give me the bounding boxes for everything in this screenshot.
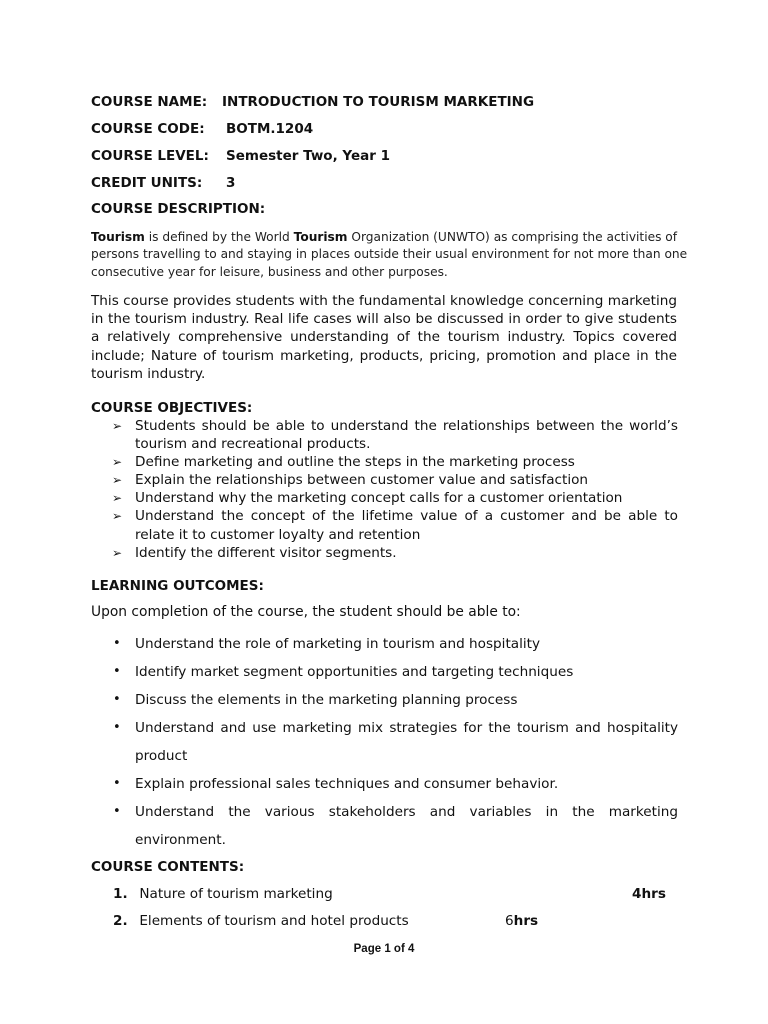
tourism-term: Tourism (293, 230, 348, 244)
bullet-dot-icon: • (113, 692, 121, 707)
course-name-value: INTRODUCTION TO TOURISM MARKETING (222, 94, 535, 110)
page-total: 4 (407, 943, 415, 955)
bullet-dot-icon: • (113, 776, 121, 791)
list-item: ➢ Understand why the marketing concept calls for a customer orientation (112, 490, 623, 507)
list-item: ➢ Identify the different visitor segments. (112, 544, 397, 561)
arrow-bullet-icon: ➢ (112, 509, 123, 524)
outcomes-intro: Upon completion of the course, the student should be able to: (91, 604, 521, 620)
content-row-1 (113, 886, 666, 902)
bullet-dot-icon: • (113, 664, 121, 679)
bullet-dot-icon: • (113, 804, 121, 819)
course-code-label: COURSE CODE: (91, 121, 205, 137)
page-of: of (390, 943, 408, 955)
arrow-bullet-icon: ➢ (112, 545, 123, 560)
content-hours: 4hrs (632, 886, 666, 902)
course-code-row (91, 121, 314, 137)
content-hours: 6hrs (505, 913, 539, 929)
course-level-label: COURSE LEVEL: (91, 148, 209, 164)
list-item: • Understand the various stakeholders and variables in the marketing environment. (113, 798, 678, 854)
credit-units-value: 3 (226, 175, 236, 191)
list-item: • Discuss the elements in the marketing planning process (113, 686, 678, 714)
list-item: • Explain professional sales techniques and consumer behavior. (113, 770, 678, 798)
course-contents-heading: COURSE CONTENTS: (91, 859, 245, 875)
content-row-2 (113, 913, 539, 929)
credit-units-row (91, 175, 236, 191)
list-item: • Understand the role of marketing in tourism and hospitality (113, 630, 678, 658)
course-objectives-heading: COURSE OBJECTIVES: (91, 400, 253, 416)
bullet-dot-icon: • (113, 636, 121, 651)
course-description-paragraph: This course provides students with the fundamental knowledge concerning marketing in the tourism industry. Real life cases will also be discussed in order to give students a relatively comprehensive understanding of the tourism industry. Topics covered include; Nature of tourism marketing, products, pricing, promotion and place in the tourism industry. (91, 293, 677, 382)
list-item: ➢ Understand the concept of the lifetime value of a customer and be able to relate it to customer loyalty and retention (112, 508, 678, 543)
learning-outcomes-heading: LEARNING OUTCOMES: (91, 578, 264, 594)
arrow-bullet-icon: ➢ (112, 419, 123, 433)
arrow-bullet-icon: ➢ (112, 473, 123, 488)
content-title: Elements of tourism and hotel products (139, 913, 409, 929)
page-word: Page (353, 943, 385, 955)
arrow-bullet-icon: ➢ (112, 491, 123, 506)
objectives-list (112, 417, 678, 562)
course-name-row (91, 94, 535, 110)
list-item: • Identify market segment opportunities and targeting techniques (113, 658, 678, 686)
list-item: ➢ Explain the relationships between customer value and satisfaction (112, 472, 589, 489)
credit-units-label: CREDIT UNITS: (91, 175, 203, 191)
bullet-dot-icon: • (113, 720, 121, 735)
page-current: 1 (384, 943, 391, 955)
list-item: • Understand and use marketing mix strategies for the tourism and hospitality product (113, 714, 678, 770)
course-description-heading: COURSE DESCRIPTION: (91, 201, 266, 217)
course-level-value: Semester Two, Year 1 (226, 148, 390, 164)
tourism-term: Tourism (91, 230, 145, 244)
course-level-row (91, 148, 390, 164)
arrow-bullet-icon: ➢ (112, 455, 123, 470)
content-title: Nature of tourism marketing (139, 886, 333, 902)
list-item: ➢ Students should be able to understand the relationships between the world’s tourism and recreational products. (112, 418, 678, 453)
course-name-label: COURSE NAME: (91, 94, 208, 110)
content-number: 2. (113, 913, 128, 929)
outcomes-list (113, 630, 678, 854)
tourism-definition: Tourism is defined by the World Tourism Organization (UNWTO) as comprising the activities of persons travelling to and staying in places outside their usual environment for not more than one consecutive year for leisure, business and other purposes. (91, 230, 688, 279)
page-footer (0, 943, 768, 955)
course-code-value: BOTM.1204 (226, 121, 314, 137)
list-item: ➢ Define marketing and outline the steps in the marketing process (112, 454, 575, 471)
content-number: 1. (113, 886, 128, 902)
